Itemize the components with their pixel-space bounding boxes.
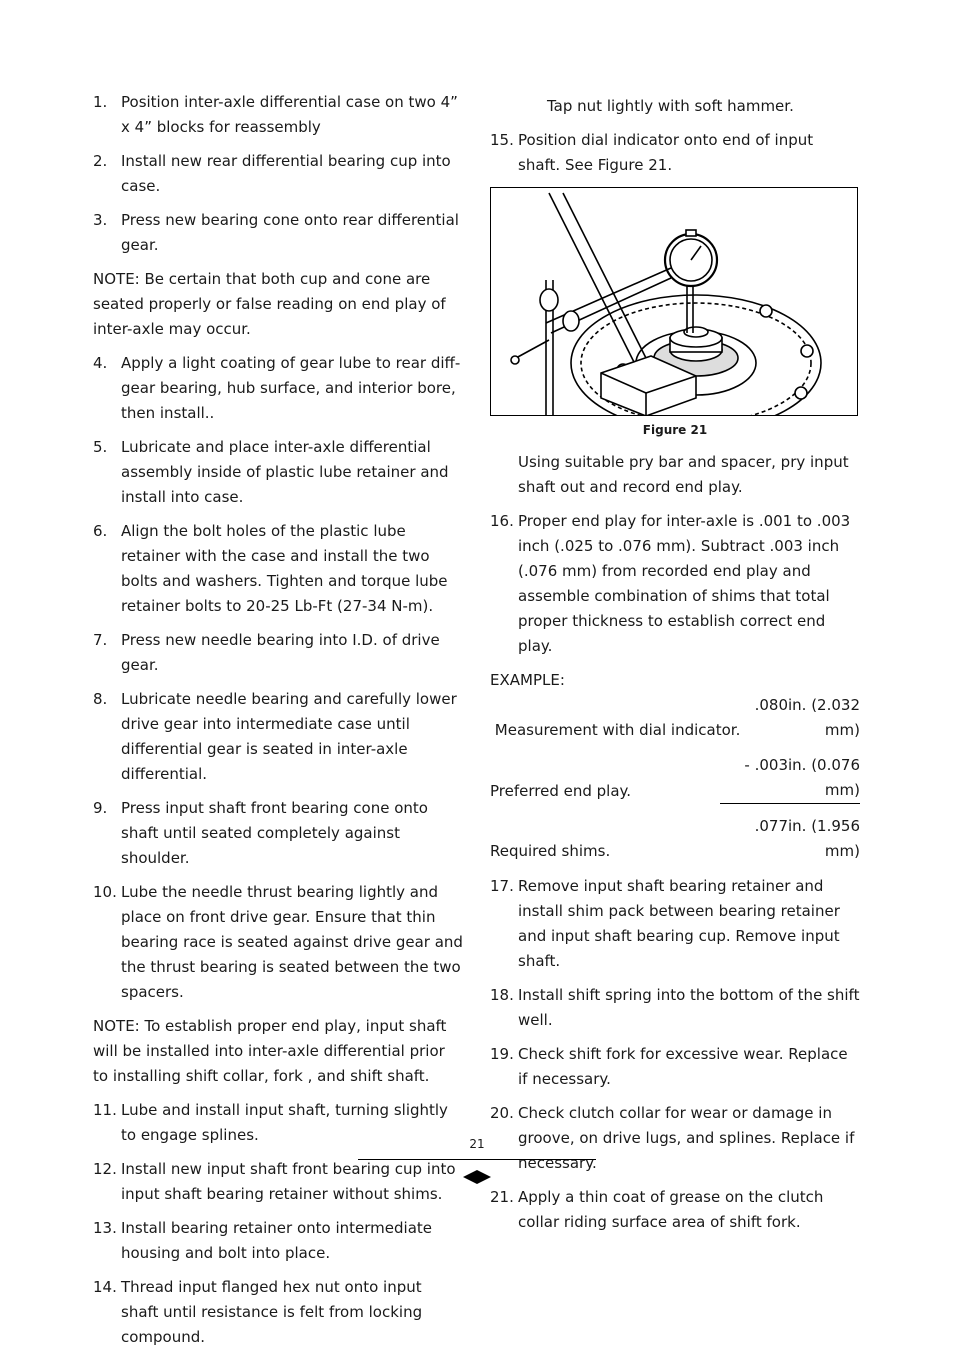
right-column	[490, 94, 860, 1244]
step-number: 1.	[93, 93, 108, 111]
step-10	[93, 880, 463, 1005]
step-number: 9.	[93, 799, 108, 817]
step-text: Lube and install input shaft, turning slightly to engage splines.	[121, 1101, 448, 1144]
step-number: 21.	[490, 1188, 514, 1206]
step-2	[93, 149, 463, 199]
step-number: 12.	[93, 1160, 117, 1178]
step-17	[490, 874, 860, 974]
left-column	[93, 90, 463, 1359]
step-number: 17.	[490, 877, 514, 895]
step-number: 6.	[93, 522, 108, 540]
example-label: Required shims.	[490, 842, 611, 860]
step-16	[490, 509, 860, 659]
step-text: Check shift fork for excessive wear. Replace if necessary.	[518, 1045, 848, 1088]
step-number: 8.	[93, 690, 108, 708]
step-1	[93, 90, 463, 140]
note-end-play: NOTE: To establish proper end play, input shaft will be installed into inter-axle differential prior to installing shift collar, fork , and shift shaft.	[93, 1017, 447, 1085]
example-value: .080in. (2.032 mm)	[754, 696, 860, 739]
step-text: Lube the needle thrust bearing lightly and place on front drive gear. Ensure that thin bearing race is seated against drive gear and the thrust bearing is seated between the two spacers.	[121, 883, 463, 1001]
step-number: 15.	[490, 131, 514, 149]
example-value: - .003in. (0.076 mm)	[720, 753, 860, 804]
step-text: Position inter-axle differential case on two 4” x 4” blocks for reassembly	[121, 93, 458, 136]
step-number: 19.	[490, 1045, 514, 1063]
step-5	[93, 435, 463, 510]
example-label: Preferred end play.	[490, 782, 632, 800]
example-row-preferred	[490, 753, 860, 804]
pry-instruction: Using suitable pry bar and spacer, pry input shaft out and record end play.	[518, 453, 849, 496]
note-cup-cone: NOTE: Be certain that both cup and cone are seated properly or false reading on end play of inter-axle may occur.	[93, 270, 446, 338]
step-number: 14.	[93, 1278, 117, 1296]
step-number: 7.	[93, 631, 108, 649]
step-number: 18.	[490, 986, 514, 1004]
step-number: 4.	[93, 354, 108, 372]
step-text: Apply a thin coat of grease on the clutch collar riding surface area of shift fork.	[518, 1188, 824, 1231]
example-row-required	[490, 814, 860, 864]
step-14	[93, 1275, 463, 1350]
step-text: Press new bearing cone onto rear differential gear.	[121, 211, 459, 254]
example-label: Measurement with dial indicator.	[490, 721, 741, 739]
step-6	[93, 519, 463, 619]
step-text: Lubricate and place inter-axle differential assembly inside of plastic lube retainer and install into case.	[121, 438, 449, 506]
step-21	[490, 1185, 860, 1235]
step-9	[93, 796, 463, 871]
step-text: Press new needle bearing into I.D. of drive gear.	[121, 631, 440, 674]
page-number: 21	[469, 1137, 485, 1151]
step-number: 11.	[93, 1101, 117, 1119]
step-18	[490, 983, 860, 1033]
step-15	[490, 128, 860, 178]
step-8	[93, 687, 463, 787]
step-13	[93, 1216, 463, 1266]
step-14-continued: Tap nut lightly with soft hammer.	[547, 97, 794, 115]
step-number: 10.	[93, 883, 117, 901]
step-number: 16.	[490, 512, 514, 530]
step-text: Thread input flanged hex nut onto input shaft until resistance is felt from locking compound.	[121, 1278, 423, 1346]
step-4	[93, 351, 463, 426]
step-text: Proper end play for inter-axle is .001 to .003 inch (.025 to .076 mm). Subtract .003 inch (.076 mm) from recorded end play and assemble combination of shims that total proper thickness to establish correct end play.	[518, 512, 851, 655]
step-text: Install bearing retainer onto intermediate housing and bolt into place.	[121, 1219, 433, 1262]
step-number: 3.	[93, 211, 108, 229]
step-text: Press input shaft front bearing cone onto shaft until seated completely against shoulder.	[121, 799, 428, 867]
step-19	[490, 1042, 860, 1092]
step-7	[93, 628, 463, 678]
step-number: 20.	[490, 1104, 514, 1122]
step-3	[93, 208, 463, 258]
step-text: Remove input shaft bearing retainer and install shim pack between bearing retainer and input shaft bearing cup. Remove input shaft.	[518, 877, 840, 970]
example-heading: EXAMPLE:	[490, 671, 565, 689]
step-text: Lubricate needle bearing and carefully lower drive gear into intermediate case until differential gear is seated in inter-axle differential.	[121, 690, 457, 783]
step-text: Install new rear differential bearing cup into case.	[121, 152, 451, 195]
figure-21-illustration	[490, 187, 858, 416]
step-text: Apply a light coating of gear lube to rear diff-gear bearing, hub surface, and interior bore, then install..	[121, 354, 461, 422]
step-number: 5.	[93, 438, 108, 456]
figure-caption: Figure 21	[642, 423, 708, 437]
step-text: Install shift spring into the bottom of the shift well.	[518, 986, 860, 1029]
step-number: 13.	[93, 1219, 117, 1237]
step-text: Check clutch collar for wear or damage in groove, on drive lugs, and splines. Replace if necessary.	[518, 1104, 855, 1172]
step-text: Install new input shaft front bearing cup into input shaft bearing retainer without shims.	[121, 1160, 456, 1203]
step-text: Position dial indicator onto end of input shaft. See Figure 21.	[518, 131, 814, 174]
step-number: 2.	[93, 152, 108, 170]
footer-divider	[358, 1159, 596, 1160]
dial-indicator-drawing	[491, 188, 858, 416]
diamond-icon	[463, 1170, 491, 1184]
example-value: .077in. (1.956 mm)	[754, 817, 860, 860]
page-footer	[358, 1137, 596, 1160]
step-12	[93, 1157, 463, 1207]
example-row-measurement	[490, 693, 860, 743]
step-text: Align the bolt holes of the plastic lube retainer with the case and install the two bolts and washers. Tighten and torque lube retainer bolts to 20-25 Lb-Ft (27-34 N-m).	[121, 522, 448, 615]
